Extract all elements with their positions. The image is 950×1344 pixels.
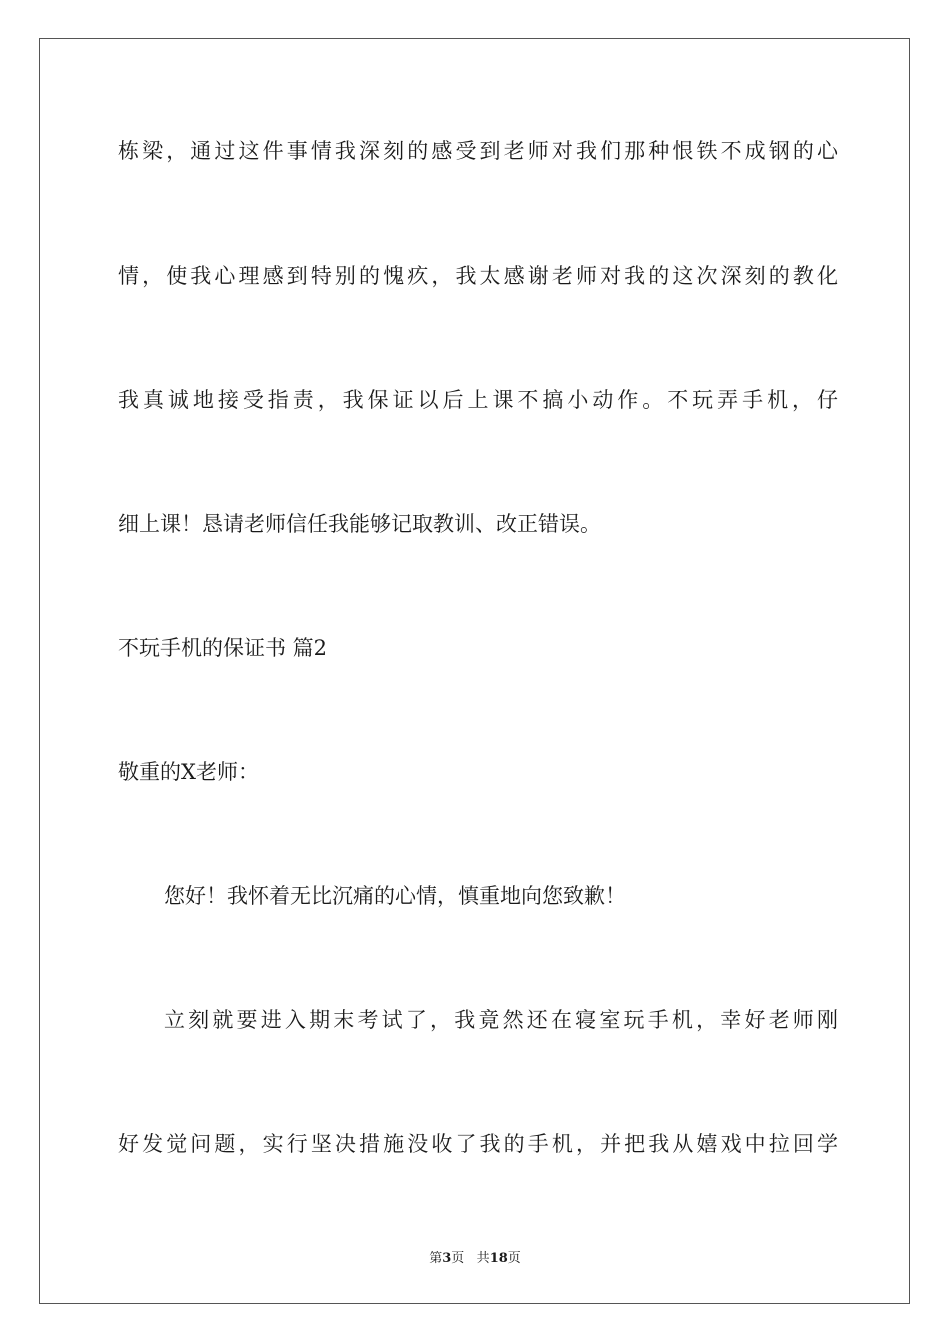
- paragraph-line-2: 情，使我心理感到特别的愧疚，我太感谢老师对我的这次深刻的教化: [118, 264, 838, 288]
- page-total: 18: [489, 1251, 508, 1266]
- page-border: [39, 38, 910, 1304]
- page-prefix: 第: [429, 1251, 443, 1266]
- section-heading: 不玩手机的保证书 篇2: [118, 636, 328, 660]
- page-suffix: 页: [451, 1251, 465, 1266]
- greeting-line: 您好！我怀着无比沉痛的心情，慎重地向您致歉！: [164, 884, 626, 908]
- paragraph-line-4: 细上课！恳请老师信任我能够记取教训、改正错误。: [118, 512, 601, 536]
- page-footer: [0, 1247, 950, 1266]
- paragraph-line-6: 好发觉问题，实行坚决措施没收了我的手机，并把我从嬉戏中拉回学: [118, 1132, 838, 1156]
- total-suffix: 页: [507, 1251, 521, 1266]
- total-prefix: 共: [476, 1251, 490, 1266]
- paragraph-line-5: 立刻就要进入期末考试了，我竟然还在寝室玩手机，幸好老师刚: [164, 1008, 838, 1032]
- salutation: 敬重的X老师：: [118, 760, 259, 784]
- paragraph-line-1: 栋梁，通过这件事情我深刻的感受到老师对我们那种恨铁不成钢的心: [118, 139, 838, 163]
- page-current: 3: [442, 1251, 452, 1266]
- paragraph-line-3: 我真诚地接受指责，我保证以后上课不搞小动作。不玩弄手机，仔: [118, 388, 838, 412]
